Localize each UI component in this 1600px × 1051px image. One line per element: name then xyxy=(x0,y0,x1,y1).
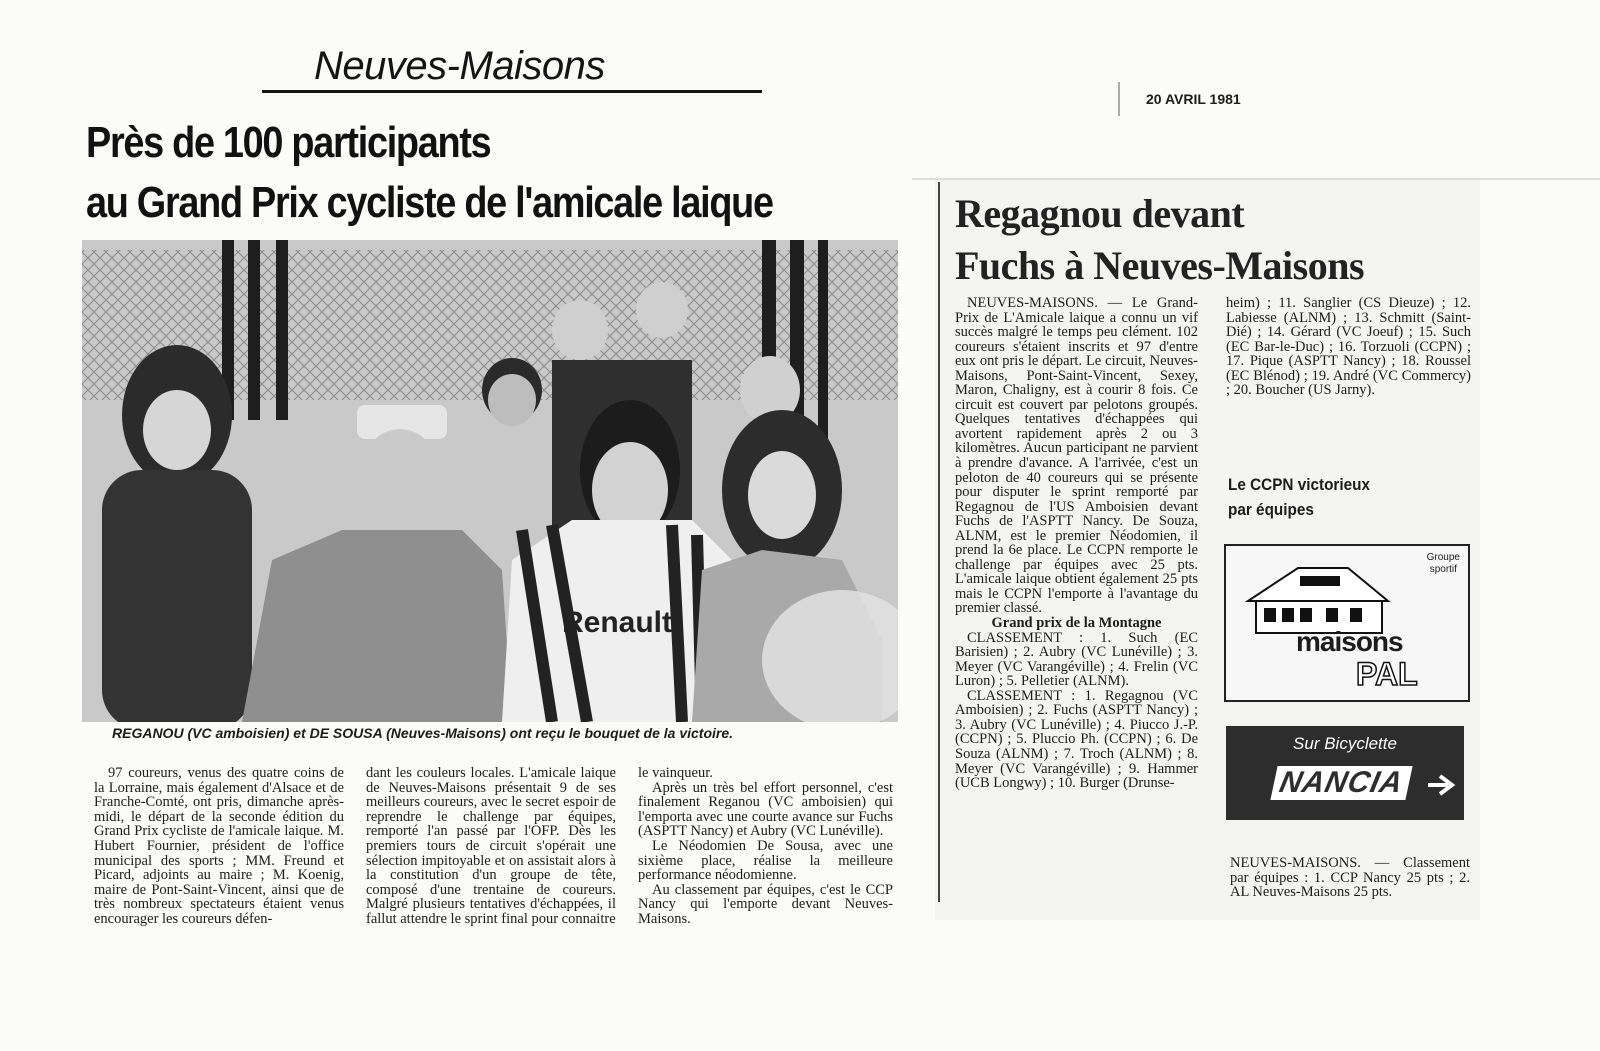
photo-illustration xyxy=(82,240,898,722)
ad-maisons-text: maisons xyxy=(1296,626,1403,657)
ad-pal-text: PAL xyxy=(1356,656,1418,692)
left-article xyxy=(82,0,914,1000)
section-title: Neuves-Maisons xyxy=(314,44,605,88)
subheading: Grand prix de la Montagne xyxy=(991,615,1162,632)
ad-group-line-2: sportif xyxy=(1429,564,1457,575)
race-photo xyxy=(82,240,898,722)
date-label: 20 AVRIL 1981 xyxy=(1118,82,1293,116)
right-article-column-1 xyxy=(955,296,1198,791)
right-headline-line-1: Regagnou devant xyxy=(955,191,1245,236)
house-icon xyxy=(1238,556,1398,636)
right-headline xyxy=(955,188,1475,292)
team-result: NEUVES-MAISONS. — Classement par équipes : 1. CCP Nancy 25 pts ; 2. AL Neuves-Maisons 25 pts. xyxy=(1230,855,1470,901)
arrow-icon xyxy=(1426,770,1456,800)
paragraph: dant les couleurs locales. L'amicale laique de Neuves-Maisons présentait 9 de ses meilleurs coureurs, avec le secret espoir de reprendre le challenge par équipes, remporté l'an passé par l'OFP. Dès les premiers tours de circuit s'opérait une sélection impitoyable et on assistait alors à la constitution d'un groupe de tête, composé d'une trentaine de coureurs. Malgré plusieurs tentatives d'échappées, il fallut attendre le sprint final pour connaitre xyxy=(366,765,616,927)
paragraph: Après un très bel effort personnel, c'est finalement Reganou (VC amboisien) qui l'emporta avec une courte avance sur Fuchs (ASPTT Nancy) et Aubry (VC Lunéville). xyxy=(638,779,893,840)
nancia-ad xyxy=(1226,726,1464,820)
ad-nancia-tagline: Sur Bicyclette xyxy=(1293,734,1397,753)
paragraph: CLASSEMENT : 1. Such (EC Barisien) ; 2. Aubry (VC Lunéville) ; 3. Meyer (VC Varangéville) ; 4. Frelin (VC Luron) ; 5. Pelletier (ALNM). xyxy=(955,629,1198,690)
column-rule xyxy=(938,182,940,902)
article-column-1 xyxy=(94,766,344,927)
paragraph: NEUVES-MAISONS. — Le Grand-Prix de L'Amicale laique a connu un vif succès malgré le temps peu clément. 102 coureurs s'étaient inscrits et 97 d'entre eux ont pris le départ. Le circuit, Neuves-Maisons, Pont-Saint-Vincent, Sexey, Maron, Chaligny, est à courir 8 fois. Ce circuit est couvert par pelotons groupés. Quelques tentatives d'échappées qui avortent rapidement après 2 ou 3 kilomètres. Aucun participant ne parvient à prendre d'avance. A l'arrivée, c'est un peloton de 40 coureurs qui se présente pour disputer le sprint remporté par Regagnou de l'US Amboisien devant Fuchs de l'ASPTT Nancy. De Souza, ALNM, est le premier Néodomien, il prend la 6e place. Le CCPN remporte le challenge par équipes avec 25 pts. L'amicale laique obtient également 25 pts mais le CCPN l'emporte à l'avantage du premier classé. xyxy=(955,295,1198,617)
paragraph: le vainqueur. xyxy=(638,765,713,781)
article-column-3 xyxy=(638,766,893,927)
section-underline xyxy=(262,90,762,93)
team-heading xyxy=(1228,472,1426,522)
ad-group-line-1: Groupe xyxy=(1426,552,1460,563)
paragraph: Au classement par équipes, c'est le CCP Nancy qui l'emporte devant Neuves-Maisons. xyxy=(638,881,893,927)
team-heading-line-1: Le CCPN victorieux xyxy=(1228,475,1370,494)
photo-caption: REGANOU (VC amboisien) et DE SOUSA (Neuves-Maisons) ont reçu le bouquet de la victoire. xyxy=(112,725,734,741)
maisons-pal-ad xyxy=(1224,544,1470,702)
article-column-2 xyxy=(366,766,616,927)
ad-nancia-brand: NANCIA xyxy=(1270,766,1412,800)
jersey-text: Renault xyxy=(562,606,673,639)
paragraph: Le Néodomien De Sousa, avec une sixième place, réalise la meilleure performance néodomienne. xyxy=(638,837,893,884)
right-headline-line-2: Fuchs à Neuves-Maisons xyxy=(955,243,1365,288)
headline-line-1: Près de 100 participants xyxy=(86,118,491,167)
headline-line-2: au Grand Prix cycliste de l'amicale laique xyxy=(86,178,773,227)
team-heading-line-2: par équipes xyxy=(1228,500,1314,519)
paragraph: 97 coureurs, venus des quatre coins de la Lorraine, mais également d'Alsace et de Franche-Comté, ont pris, dimanche après-midi, le départ de la seconde édition du Grand Prix cycliste de l'amicale laique. M. Hubert Fournier, président de l'office municipal des sports ; MM. Freund et Picard, adjoints au maire ; M. Koenig, maire de Pont-Saint-Vincent, ainsi que de très nombreux spectateurs étaient venus encourager les coureurs défen- xyxy=(94,765,344,927)
paragraph: CLASSEMENT : 1. Regagnou (VC Amboisien) ; 2. Fuchs (ASPTT Nancy) ; 3. Aubry (VC Lunéville) ; 4. Piucco J.-P. (CCPN) ; 5. Pluccio Ph. (CCPN) ; 6. De Souza (ALNM) ; 7. Troch (ALNM) ; 8. Meyer (VC Varangéville) ; 9. Hammer (UCB Longwy) ; 10. Burger (Drunse- xyxy=(955,687,1198,792)
right-article-column-2: heim) ; 11. Sanglier (CS Dieuze) ; 12. Labiesse (ALNM) ; 13. Schmitt (Saint-Dié) ; 14. Gérard (VC Joeuf) ; 15. Such (EC Bar-le-Duc) ; 16. Torzuoli (CCPN) ; 17. Pique (ASPTT Nancy) ; 18. Roussel (EC Blénod) ; 19. André (VC Commercy) ; 20. Boucher (US Jarny). xyxy=(1226,295,1471,399)
ad-group-label xyxy=(1427,552,1460,576)
